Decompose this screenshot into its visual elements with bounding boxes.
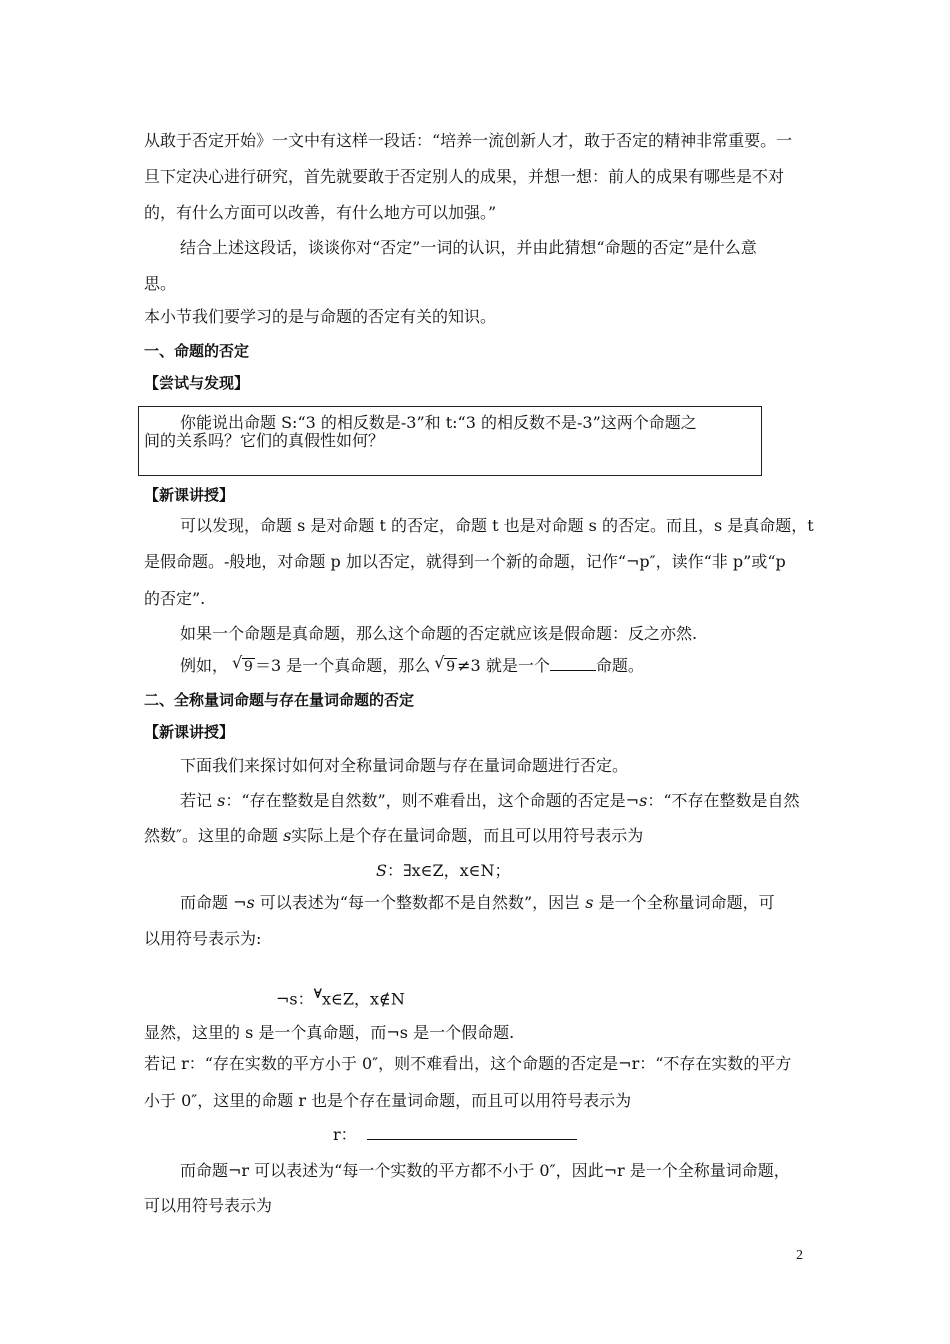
text-run: ：“不存在整数是自然 bbox=[647, 791, 800, 810]
text-run: 然数″。这里的命题 bbox=[144, 826, 284, 845]
variable: s bbox=[246, 893, 255, 912]
variable: s bbox=[217, 791, 226, 810]
lecture-label: 【新课讲授】 bbox=[144, 723, 235, 741]
paragraph-line: 是假命题。-般地，对命题 p 加以否定，就得到一个新的命题，记作“¬p″，读作“非 p”或“p bbox=[144, 552, 786, 571]
text-run: 实际上是个存在量词命题，而且可以用符号表示为 bbox=[291, 826, 644, 845]
formula-text: ：∃x∈Z，x∈N； bbox=[386, 861, 511, 880]
sqrt-argument: 9 bbox=[446, 659, 456, 675]
variable: s bbox=[283, 826, 292, 845]
answer-blank[interactable] bbox=[550, 656, 596, 671]
paragraph-line: 可以用符号表示为 bbox=[144, 1196, 273, 1215]
example-text: 例如， bbox=[180, 656, 229, 675]
formula bbox=[276, 985, 810, 1009]
paragraph-line: 而命题¬r 可以表述为“每一个实数的平方都不小于 0″，因此¬r 是一个全称量词命题， bbox=[180, 1161, 790, 1180]
paragraph-line: 本小节我们要学习的是与命题的否定有关的知识。 bbox=[144, 307, 497, 326]
text-run: ：“存在整数是自然数”，则不难看出，这个命题的否定是¬ bbox=[225, 791, 640, 810]
paragraph-line: 以用符号表示为: bbox=[144, 929, 262, 948]
paragraph-line: 下面我们来探讨如何对全称量词命题与存在量词命题进行否定。 bbox=[180, 756, 629, 775]
text-run: 若记 bbox=[180, 791, 218, 810]
section-heading: 一、命题的否定 bbox=[144, 342, 250, 360]
answer-blank[interactable] bbox=[367, 1125, 577, 1140]
sqrt-argument: 9 bbox=[244, 659, 253, 675]
section-heading: 二、全称量词命题与存在量词命题的否定 bbox=[144, 691, 415, 709]
formula-text: ¬s： bbox=[276, 989, 314, 1009]
variable: s bbox=[639, 791, 648, 810]
formula-text: r： bbox=[333, 1125, 357, 1144]
text-run: 而命题 ¬ bbox=[180, 893, 247, 912]
paragraph-line: 思。 bbox=[144, 274, 177, 293]
paragraph-line: 结合上述这段话，谈谈你对“否定”一词的认识，并由此猜想“命题的否定”是什么意 bbox=[180, 238, 757, 257]
example-text: 命题。 bbox=[595, 656, 644, 675]
paragraph-line: 的否定”. bbox=[144, 589, 206, 608]
example-line bbox=[180, 653, 810, 677]
paragraph-line: 小于 0″，这里的命题 r 也是个存在量词命题，而且可以用符号表示为 bbox=[144, 1091, 632, 1110]
example-text: ＝3 是一个真命题，那么 bbox=[254, 656, 431, 675]
formula bbox=[376, 861, 810, 881]
variable: S bbox=[376, 861, 387, 880]
paragraph-line: 的，有什么方面可以改善，有什么地方可以加强。” bbox=[144, 203, 497, 222]
question-line: 你能说出命题 S:“3 的相反数是-3”和 t:“3 的相反数不是-3”这两个命题之 bbox=[180, 413, 697, 432]
sqrt-sign: √ bbox=[434, 653, 445, 672]
forall-symbol: ∀ bbox=[313, 987, 322, 1002]
paragraph-line: 可以发现，命题 s 是对命题 t 的否定，命题 t 也是对命题 s 的否定。而且，s 是真命题，t bbox=[180, 516, 814, 535]
paragraph-line bbox=[180, 893, 810, 913]
example-text: ≠3 就是一个 bbox=[457, 656, 550, 675]
try-discover-label: 【尝试与发现】 bbox=[144, 374, 250, 392]
lecture-label: 【新课讲授】 bbox=[144, 486, 235, 504]
page-number: 2 bbox=[796, 1248, 803, 1263]
paragraph-line: 显然，这里的 s 是一个真命题，而¬s 是一个假命题. bbox=[144, 1023, 515, 1042]
question-line: 间的关系吗？它们的真假性如何？ bbox=[144, 431, 385, 450]
sqrt-expression bbox=[434, 653, 457, 677]
paragraph-line bbox=[180, 791, 810, 811]
paragraph-line: 若记 r：“存在实数的平方小于 0″，则不难看出，这个命题的否定是¬r：“不存在实数的平方 bbox=[144, 1054, 792, 1073]
sqrt-expression bbox=[232, 653, 255, 677]
paragraph-line bbox=[144, 826, 810, 846]
sqrt-sign: √ bbox=[232, 653, 243, 672]
variable: s bbox=[585, 893, 594, 912]
text-run: 是一个全称量词命题，可 bbox=[593, 893, 775, 912]
paragraph-line: 从敢于否定开始》一文中有这样一段话：“培养一流创新人才，敢于否定的精神非常重要。一 bbox=[144, 131, 793, 150]
text-run: 可以表述为“每一个整数都不是自然数”，因岂 bbox=[254, 893, 586, 912]
formula-text: x∈Z，x∉N bbox=[321, 989, 405, 1009]
paragraph-line: 旦下定决心进行研究，首先就要敢于否定别人的成果，并想一想：前人的成果有哪些是不对 bbox=[144, 167, 785, 186]
paragraph-line: 如果一个命题是真命题，那么这个命题的否定就应该是假命题：反之亦然. bbox=[180, 624, 698, 643]
formula bbox=[333, 1125, 810, 1145]
